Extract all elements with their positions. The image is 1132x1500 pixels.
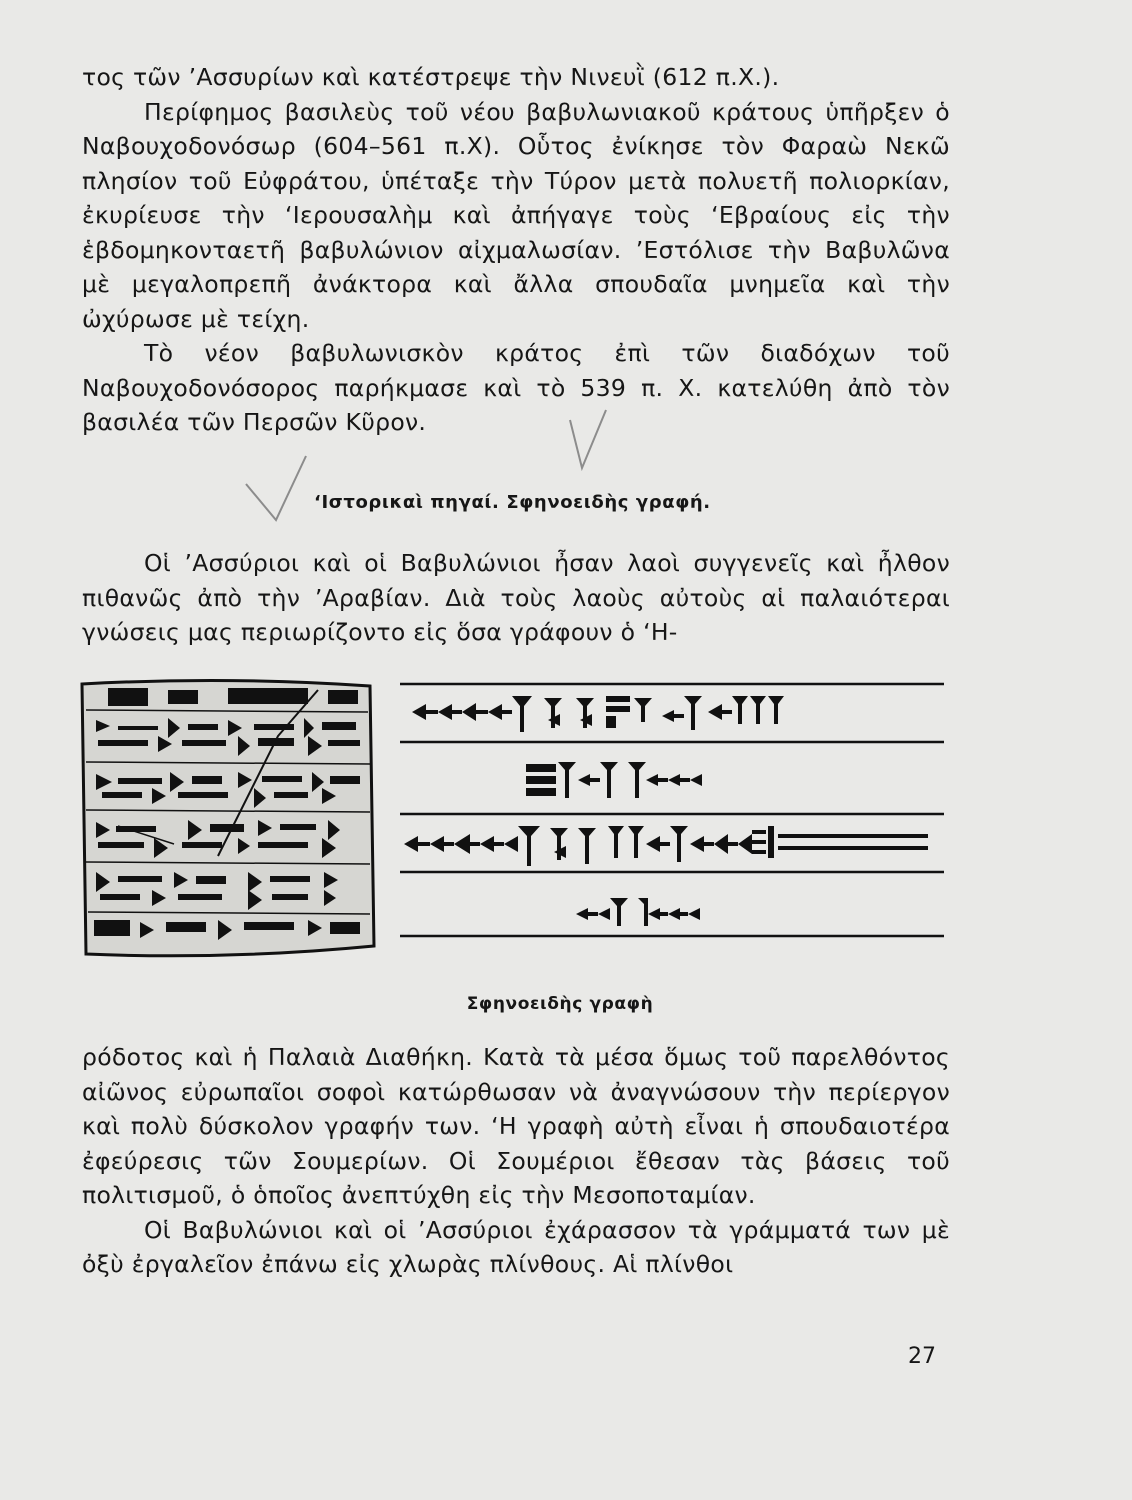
- paragraph-fall-of-nineveh: τος τῶν ’Ασσυρίων καὶ κατέστρεψε τὴν Νινευῒ (612 π.Χ.).: [82, 63, 780, 91]
- intro-text-block: [82, 546, 950, 650]
- paragraph-end-of-babylon: Τὸ νέον βαβυλωνισκὸν κράτος ἐπὶ τῶν διαδόχων τοῦ Ναβουχοδονόσορος παρήκμασε καὶ τὸ 539 π. Χ. κατελύθη ἀπὸ τὸν βασιλέα τῶν Περσῶν Κῦρον.: [82, 339, 950, 436]
- cuneiform-sign-lines: [78, 676, 944, 960]
- paragraph-nebuchadnezzar: Περίφημος βασιλεὺς τοῦ νέου βαβυλωνιακοῦ κράτους ὑπῆρξεν ὁ Ναβουχοδονόσωρ (604–561 π.Χ). Οὗτος ἐνίκησε τὸν Φαραὼ Νεκῶ πλησίον τοῦ Εὐφράτου, ὑπέταξε τὴν Τύρον μετὰ πολυετῆ πολιορκίαν, ἐκυρίευσε τὴν ‘Ιερουσαλὴμ καὶ ἀπήγαγε τοὺς ‘Εβραίους εἰς τὴν ἑβδομηκονταετῆ βαβυλώνιον αἰχμαλωσίαν. ’Εστόλισε τὴν Βαβυλῶνα μὲ μεγαλοπρεπῆ ἀνάκτορα καὶ ἄλλα σπουδαῖα μνημεῖα καὶ τὴν ὠχύρωσε μὲ τείχη.: [82, 97, 950, 333]
- cuneiform-line-2: [526, 762, 702, 798]
- bottom-text-block: [82, 1040, 950, 1282]
- cuneiform-figure: [78, 676, 944, 960]
- page-number: 27: [908, 1344, 936, 1369]
- figure-caption: Σφηνοειδὴς γραφὴ: [466, 994, 654, 1014]
- paragraph-clay-tablets: Οἱ Βαβυλώνιοι καὶ οἱ ’Ασσύριοι ἐχάρασσον τὰ γράμματά των μὲ ὀξὺ ἐργαλεῖον ἐπάνω εἰς χλωρὰς πλίνθους. Αἱ πλίνθοι: [82, 1215, 950, 1278]
- paragraph-assyrians-babylonians: Οἱ ’Ασσύριοι καὶ οἱ Βαβυλώνιοι ἦσαν λαοὶ συγγενεῖς καὶ ἦλθον πιθανῶς ἀπὸ τὴν ’Αραβίαν. Διὰ τοὺς λαοὺς αὐτοὺς αἱ παλαιότεραι γνώσεις μας περιωρίζοντο εἰς ὅσα γράφουν ὁ ‘Η-: [82, 549, 950, 646]
- cuneiform-line-1: [412, 696, 784, 732]
- cuneiform-line-4: [576, 898, 700, 926]
- cuneiform-line-3: [404, 826, 928, 866]
- section-heading: ‘Ιστορικαὶ πηγαί. Σφηνοειδὴς γραφή.: [314, 492, 711, 513]
- paragraph-decipherment: ρόδοτος καὶ ἡ Παλαιὰ Διαθήκη. Κατὰ τὰ μέσα ὅμως τοῦ παρελθόντος αἰῶνος εὐρωπαῖοι σοφοὶ κατώρθωσαν νὰ ἀναγνώσουν τὴν περίεργον καὶ πολὺ δύσκολον γραφήν των. ‘Η γραφὴ αὐτὴ εἶναι ἡ σπουδαιοτέρα ἐφεύρεσις τῶν Σουμερίων. Οἱ Σουμέριοι ἔθεσαν τὰς βάσεις τοῦ πολιτισμοῦ, ὁ ὁποῖος ἀνεπτύχθη εἰς τὴν Μεσοποταμίαν.: [82, 1043, 950, 1209]
